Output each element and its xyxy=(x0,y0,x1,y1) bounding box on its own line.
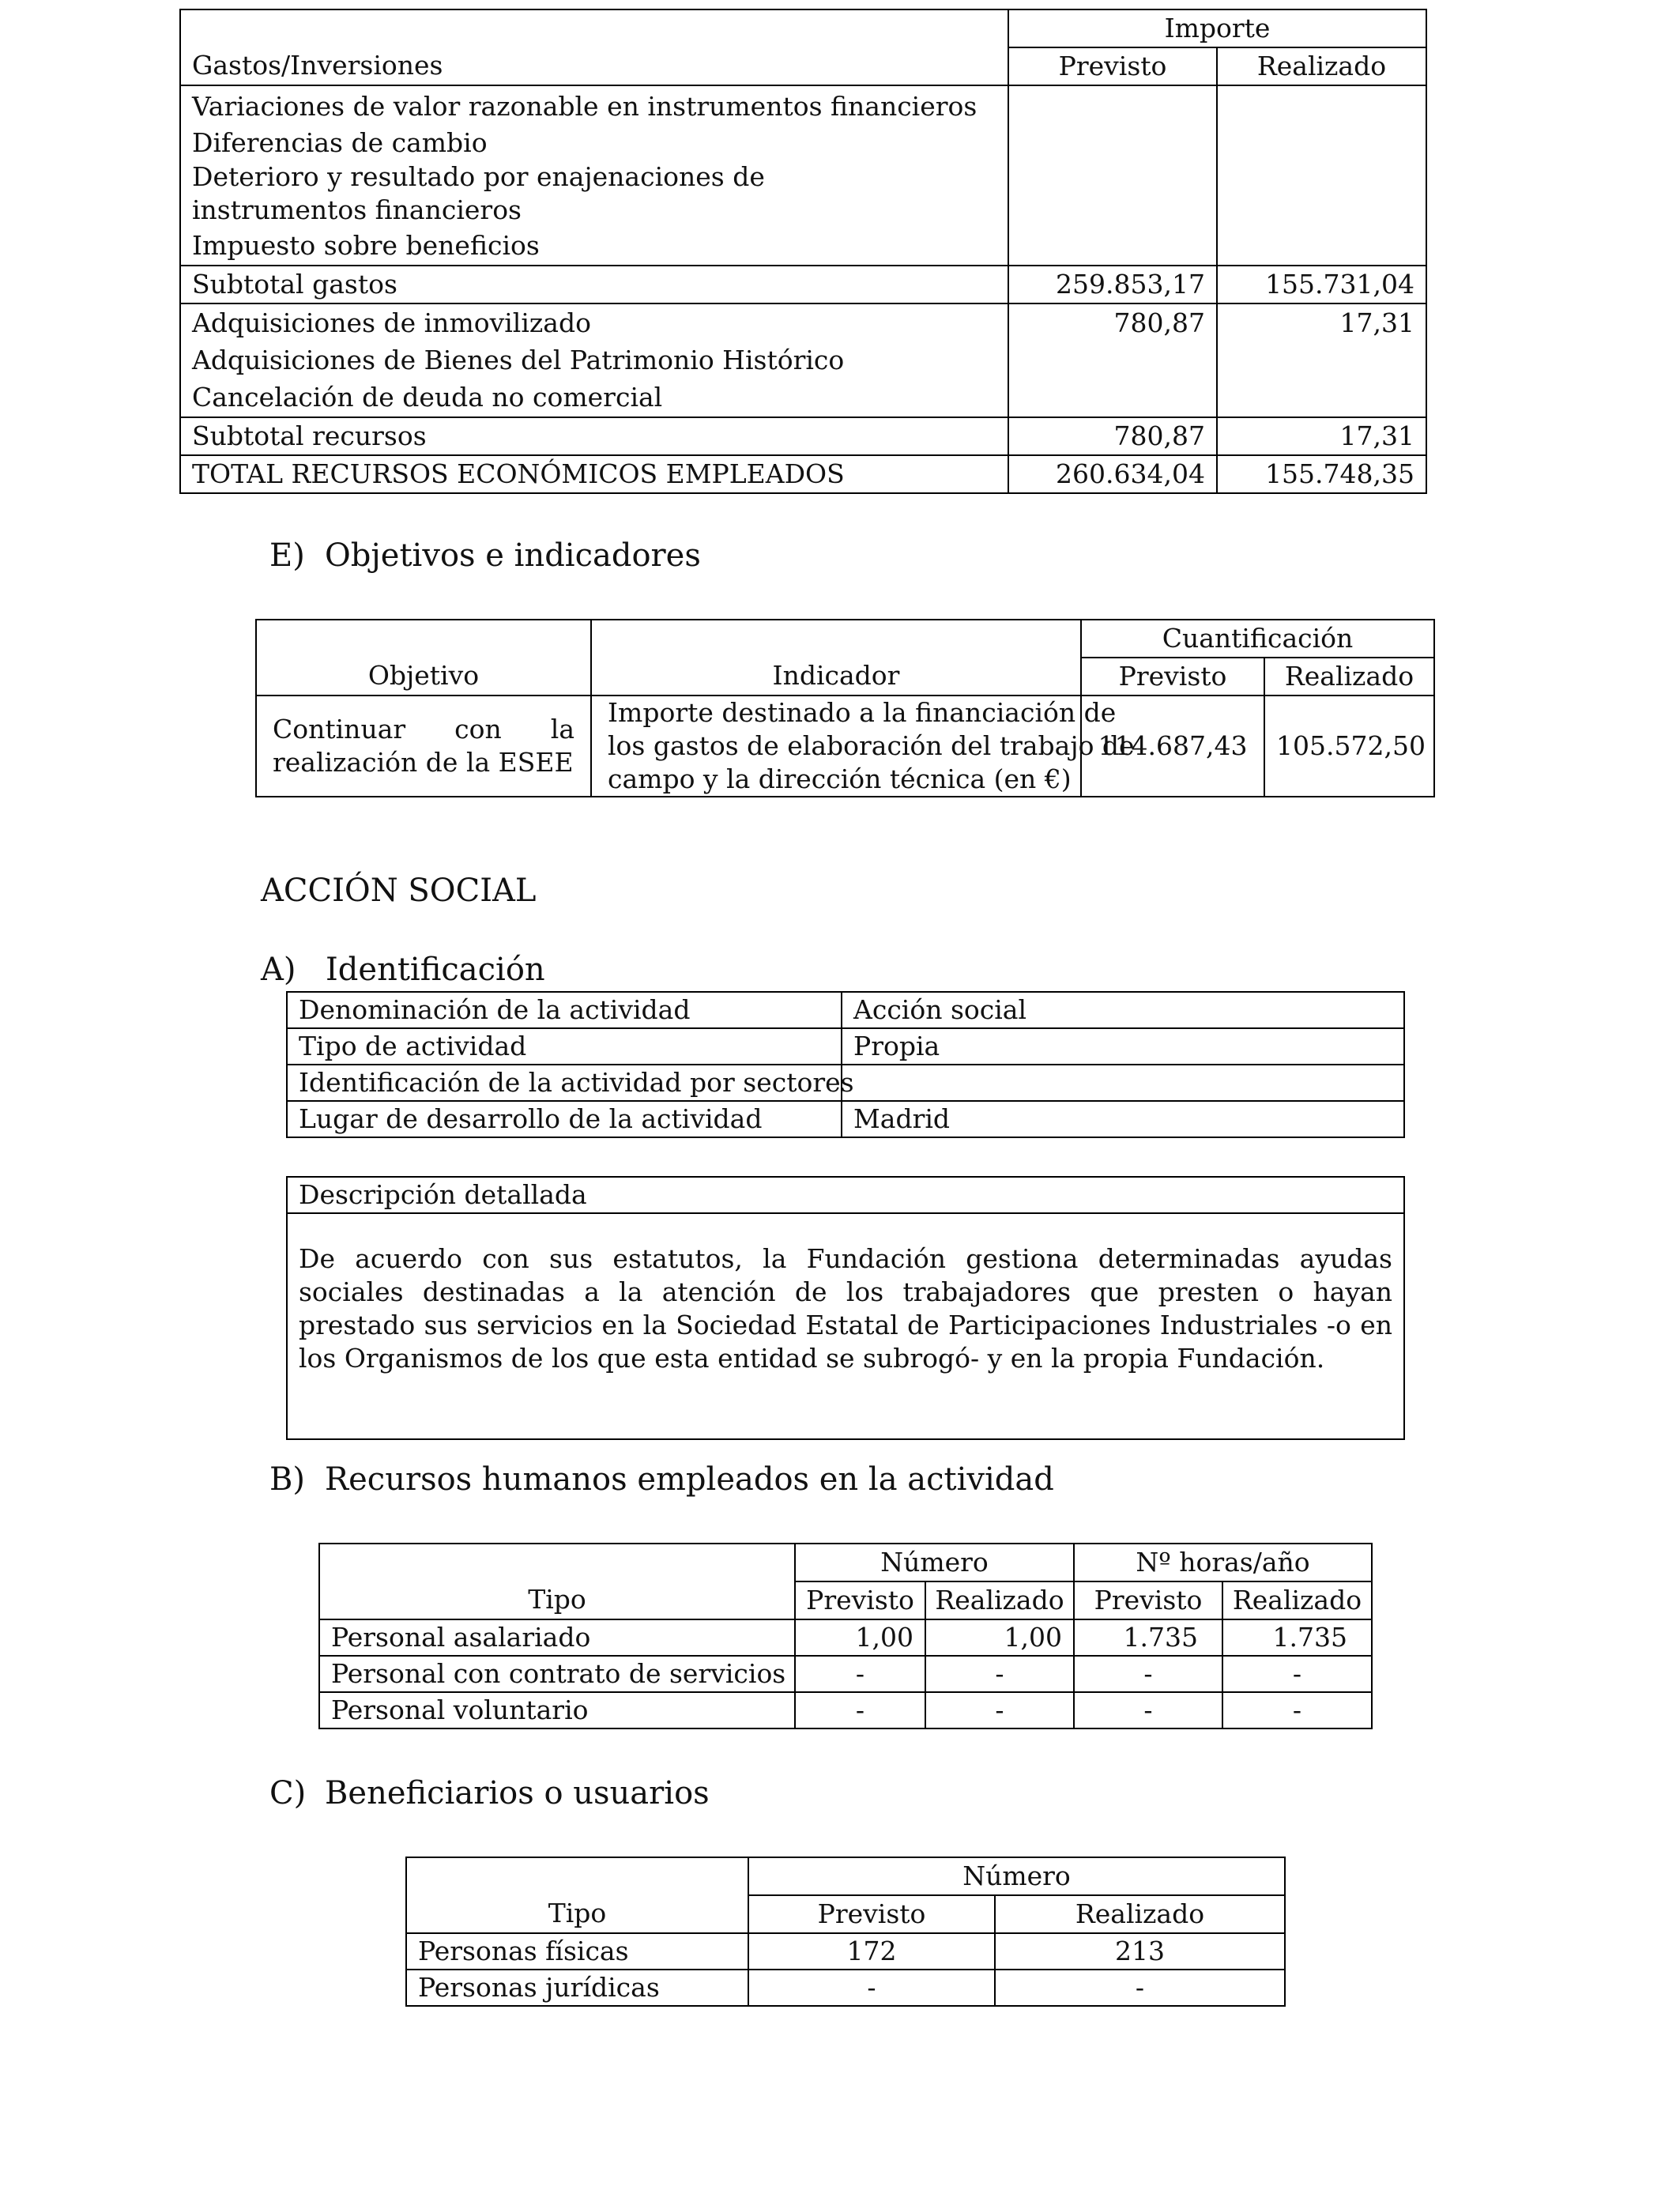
hr-hours-planned: - xyxy=(1074,1692,1222,1728)
table-header-row xyxy=(406,1857,1285,1895)
table-row xyxy=(319,1619,1372,1656)
indicator-cell xyxy=(591,696,1135,797)
section-a-title: Identificación xyxy=(326,952,545,988)
identification-value xyxy=(842,1065,1404,1101)
section-e-letter: E) xyxy=(269,537,305,574)
hr-number-planned: - xyxy=(795,1656,925,1692)
header-previsto: Previsto xyxy=(748,1895,995,1933)
list-item: Impuesto sobre beneficios xyxy=(192,230,540,261)
header-horas: Nº horas/año xyxy=(1074,1544,1372,1581)
table-header-row xyxy=(287,1177,1404,1213)
table-header-row xyxy=(256,620,1434,658)
objective-line: realización de la ESEE xyxy=(273,747,574,778)
header-realizado: Realizado xyxy=(925,1581,1074,1619)
accion-social-title: ACCIÓN SOCIAL xyxy=(261,873,537,909)
header-indicador: Indicador xyxy=(591,658,1081,696)
description-table xyxy=(286,1176,1405,1440)
table-header-row xyxy=(319,1544,1372,1581)
identification-label: Lugar de desarrollo de la actividad xyxy=(287,1101,842,1137)
identification-value: Madrid xyxy=(842,1101,1404,1137)
section-c-letter: C) xyxy=(269,1775,307,1811)
section-e-title: Objetivos e indicadores xyxy=(325,537,701,574)
beneficiaries-table xyxy=(405,1857,1286,2007)
table-header-row xyxy=(319,1581,1372,1619)
objective-line: Continuar con la xyxy=(273,714,574,745)
header-importe: Importe xyxy=(1008,9,1426,47)
table-header-row xyxy=(406,1895,1285,1933)
header-blank xyxy=(406,1857,748,1895)
list-item: Diferencias de cambio xyxy=(192,127,488,158)
section-b-title: Recursos humanos empleados en la actividad xyxy=(325,1461,1054,1498)
table-row xyxy=(180,417,1426,455)
table-row xyxy=(406,1933,1285,1970)
header-blank xyxy=(256,620,591,658)
section-b-letter: B) xyxy=(269,1461,305,1498)
expense-items-actual xyxy=(1217,85,1426,266)
beneficiary-type: Personas jurídicas xyxy=(406,1970,748,2006)
hr-type: Personal voluntario xyxy=(319,1692,795,1728)
table-header-row xyxy=(256,658,1434,696)
header-numero: Número xyxy=(795,1544,1074,1581)
header-blank xyxy=(180,9,1008,47)
indicator-line: campo y la dirección técnica (en €) xyxy=(608,763,1072,794)
beneficiary-actual: 213 xyxy=(995,1933,1285,1970)
identification-value: Acción social xyxy=(842,992,1404,1028)
list-item: Deterioro y resultado por enajenaciones de instrumentos financieros xyxy=(192,161,765,225)
section-c-heading xyxy=(269,1773,710,1814)
header-realizado: Realizado xyxy=(1264,658,1434,696)
table-row xyxy=(319,1656,1372,1692)
header-tipo: Tipo xyxy=(406,1895,748,1933)
hr-hours-actual: - xyxy=(1222,1692,1372,1728)
table-row xyxy=(180,303,1426,417)
section-a-heading xyxy=(261,949,545,990)
objectives-table xyxy=(255,619,1435,797)
identification-label: Identificación de la actividad por sectores xyxy=(287,1065,842,1101)
hr-hours-planned: - xyxy=(1074,1656,1222,1692)
header-previsto: Previsto xyxy=(1074,1581,1222,1619)
hr-type: Personal con contrato de servicios xyxy=(319,1656,795,1692)
subtotal-recursos-planned: 780,87 xyxy=(1008,417,1217,455)
header-previsto: Previsto xyxy=(1008,47,1217,85)
table-row xyxy=(319,1692,1372,1728)
subtotal-recursos-label: Subtotal recursos xyxy=(180,417,1008,455)
subtotal-gastos-planned: 259.853,17 xyxy=(1008,266,1217,303)
expense-items-planned xyxy=(1008,85,1217,266)
hr-hours-planned: 1.735 xyxy=(1074,1619,1222,1656)
table-header-row xyxy=(180,47,1426,85)
table-row xyxy=(180,85,1426,266)
total-actual: 155.748,35 xyxy=(1217,455,1426,493)
header-previsto: Previsto xyxy=(795,1581,925,1619)
human-resources-table xyxy=(318,1543,1373,1729)
description-text: De acuerdo con sus estatutos, la Fundación gestiona determinadas ayudas sociales destinadas a la atención de los trabajadores que presten o hayan prestado sus servicios en la Sociedad Estatal de Participaciones Industriales -o en los Organismos de los que esta entidad se subrogó- y en la propia Fundación. xyxy=(287,1213,1404,1439)
objective-cell xyxy=(256,696,591,797)
investment-planned: 780,87 xyxy=(1008,303,1217,417)
expenses-table xyxy=(179,9,1427,494)
header-objetivo: Objetivo xyxy=(256,658,591,696)
identification-table xyxy=(286,991,1405,1138)
header-previsto: Previsto xyxy=(1081,658,1264,696)
beneficiary-type: Personas físicas xyxy=(406,1933,748,1970)
subtotal-gastos-label: Subtotal gastos xyxy=(180,266,1008,303)
indicator-line: los gastos de elaboración del trabajo de xyxy=(608,730,1135,761)
subtotal-gastos-actual: 155.731,04 xyxy=(1217,266,1426,303)
identification-value: Propia xyxy=(842,1028,1404,1065)
identification-label: Denominación de la actividad xyxy=(287,992,842,1028)
table-row xyxy=(287,992,1404,1028)
table-row xyxy=(287,1213,1404,1439)
section-c-title: Beneficiarios o usuarios xyxy=(325,1775,710,1811)
objective-planned: 114.687,43 xyxy=(1081,696,1264,797)
table-header-row xyxy=(180,9,1426,47)
hr-hours-actual: 1.735 xyxy=(1222,1619,1372,1656)
investment-actual: 17,31 xyxy=(1217,303,1426,417)
header-cuantificacion: Cuantificación xyxy=(1081,620,1434,658)
table-row xyxy=(180,266,1426,303)
hr-type: Personal asalariado xyxy=(319,1619,795,1656)
subtotal-recursos-actual: 17,31 xyxy=(1217,417,1426,455)
table-row xyxy=(287,1028,1404,1065)
section-a-letter: A) xyxy=(261,952,296,988)
hr-hours-actual: - xyxy=(1222,1656,1372,1692)
beneficiary-planned: 172 xyxy=(748,1933,995,1970)
header-tipo: Tipo xyxy=(319,1581,795,1619)
hr-number-planned: - xyxy=(795,1692,925,1728)
total-label: TOTAL RECURSOS ECONÓMICOS EMPLEADOS xyxy=(180,455,1008,493)
total-planned: 260.634,04 xyxy=(1008,455,1217,493)
hr-number-actual: - xyxy=(925,1656,1074,1692)
section-b-heading xyxy=(269,1459,1054,1500)
list-item: Adquisiciones de Bienes del Patrimonio Histórico xyxy=(192,345,845,375)
list-item: Adquisiciones de inmovilizado xyxy=(192,307,591,338)
list-item: Variaciones de valor razonable en instrumentos financieros xyxy=(192,91,977,122)
header-numero: Número xyxy=(748,1857,1285,1895)
objective-actual: 105.572,50 xyxy=(1264,696,1434,797)
beneficiary-actual: - xyxy=(995,1970,1285,2006)
identification-label: Tipo de actividad xyxy=(287,1028,842,1065)
hr-number-actual: - xyxy=(925,1692,1074,1728)
header-blank xyxy=(319,1544,795,1581)
table-row xyxy=(180,455,1426,493)
expense-items-cell xyxy=(180,85,1008,266)
header-realizado: Realizado xyxy=(1222,1581,1372,1619)
table-row xyxy=(406,1970,1285,2006)
header-blank xyxy=(591,620,1081,658)
section-e-heading xyxy=(269,535,701,576)
table-row xyxy=(287,1065,1404,1101)
table-row xyxy=(256,696,1434,797)
table-row xyxy=(287,1101,1404,1137)
hr-number-actual: 1,00 xyxy=(925,1619,1074,1656)
investment-items-cell xyxy=(180,303,1008,417)
header-realizado: Realizado xyxy=(1217,47,1426,85)
list-item: Cancelación de deuda no comercial xyxy=(192,382,663,413)
hr-number-planned: 1,00 xyxy=(795,1619,925,1656)
indicator-line: Importe destinado a la financiación de xyxy=(608,697,1117,728)
description-header: Descripción detallada xyxy=(287,1177,1404,1213)
header-realizado: Realizado xyxy=(995,1895,1285,1933)
beneficiary-planned: - xyxy=(748,1970,995,2006)
header-gastos-inversiones: Gastos/Inversiones xyxy=(180,47,1008,85)
